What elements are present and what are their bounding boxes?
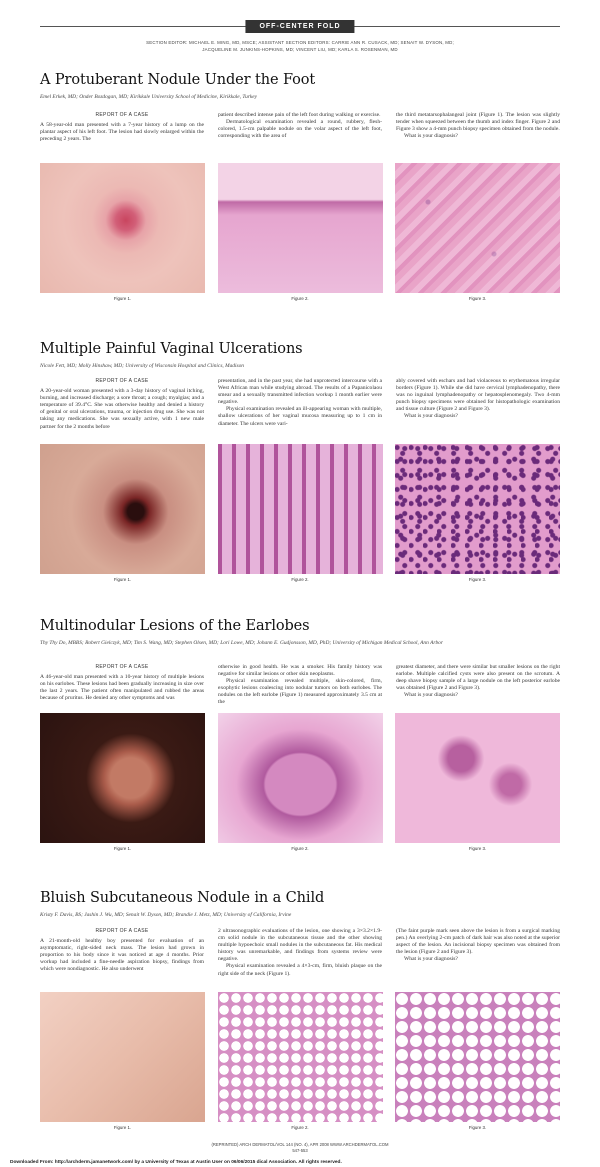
article-1-text	[40, 112, 560, 143]
figure-caption: Figure 2.	[291, 296, 309, 301]
article-title: A Protuberant Nodule Under the Foot	[40, 72, 316, 88]
paragraph: (The faint purple mark seen above the lesion is from a surgical marking pen.) An overlying 2-cm patch of dark hair was also noted at the superior aspect of the lesion. An incisional biopsy specimen was obtained from the lesion (Figure 2 and Figure 3).	[396, 928, 560, 956]
paragraph: A 20-year-old woman presented with a 3-day history of vaginal itching, burning, and increased discharge; a sore throat; a cough; myalgias; and a temperature of 39.4°C. She was otherwise healthy and denied a history of genital or oral ulcerations, trauma, or injection drug use. She was not taking any medications. She was sexually active, with 1 new male partner for the 2 months before	[40, 388, 204, 430]
article-1	[40, 72, 560, 101]
section-banner	[40, 20, 560, 34]
clinical-photo	[40, 713, 205, 843]
paragraph: otherwise in good health. He was a smoker. His family history was negative for similar lesions or other skin neoplasms.	[218, 664, 382, 678]
figure-2	[218, 992, 383, 1130]
paragraph: What is your diagnosis?	[404, 956, 458, 963]
text-column-2	[218, 378, 382, 431]
paragraph: ably covered with eschars and had violaceous to erythematous irregular borders (Figure 1). While she did have cervical lymphadenopathy, there was no inguinal lymphadenopathy or hepatosplenomegaly. Two 4-mm punch biopsy specimens were obtained for histopathologic examination and tissue culture (Figure 2 and Figure 3).	[396, 378, 560, 413]
histology-image	[218, 444, 383, 574]
text-column-3	[396, 112, 560, 143]
text-column-3	[396, 378, 560, 431]
histology-image	[218, 163, 383, 293]
article-title: Multinodular Lesions of the Earlobes	[40, 618, 310, 634]
footer-citation: (REPRINTED) ARCH DERMATOL/VOL 144 (NO. 4), APR 2008 WWW.ARCHDERMATOL.COM	[211, 1142, 389, 1147]
text-column-1	[40, 664, 204, 707]
figure-caption: Figure 2.	[291, 577, 309, 582]
clinical-photo	[40, 992, 205, 1122]
paragraph: Dermatological examination revealed a round, rubbery, flesh-colored, 1.5-cm palpable nodule on the volar aspect of the left foot, corresponding with the area of	[218, 119, 382, 140]
article-4-text	[40, 928, 560, 978]
figure-2	[218, 444, 383, 582]
paragraph: Physical examination revealed multiple, skin-colored, firm, exophytic lesions coalescing into nodular tumors on both earlobes. The nodules on the left earlobe (Figure 1) measured approximately 3.5 cm at the	[218, 678, 382, 706]
histology-image	[395, 713, 560, 843]
paragraph: Physical examination revealed an ill-appearing woman with multiple, shallow ulcerations of her vaginal mucosa measuring up to 1 cm in diameter. The ulcers were vari-	[218, 406, 382, 427]
paragraph: the third metatarsophalangeal joint (Figure 1). The lesion was slightly tender when squeezed between the thumb and index finger. Figure 2 and Figure 3 show a 4-mm punch biopsy specimen obtained from the nodule.	[396, 112, 560, 133]
figure-caption: Figure 2.	[291, 846, 309, 851]
editors-line-2: JACQUELINE M. JUNKINS-HOPKINS, MD; VINCENT LIU, MD; KARLA S. ROSENMAN, MD	[202, 46, 398, 52]
article-3-figures	[40, 713, 560, 851]
histology-image	[395, 163, 560, 293]
article-title: Bluish Subcutaneous Nodule in a Child	[40, 890, 325, 906]
histology-image	[395, 444, 560, 574]
article-title: Multiple Painful Vaginal Ulcerations	[40, 341, 303, 357]
report-heading: REPORT OF A CASE	[95, 112, 149, 118]
journal-page	[40, 0, 560, 1167]
figure-caption: Figure 1.	[113, 296, 132, 301]
text-column-3	[396, 664, 560, 707]
figure-3	[395, 713, 560, 851]
text-column-3	[396, 928, 560, 978]
figure-caption: Figure 3.	[468, 1125, 487, 1130]
editors-line-1: SECTION EDITOR: MICHAEL E. MING, MD, MSCE; ASSISTANT SECTION EDITORS: CARRIE ANN R. CUSACK, MD; SENAIT W. DYSON, MD;	[146, 40, 454, 45]
paragraph: greatest diameter, and there were similar but smaller lesions on the right earlobe. Multiple calcified cysts were also present on the scrotum. A deep shave biopsy sample of a large nodule on the left posterior earlobe was obtained (Figure 2 and Figure 3).	[396, 664, 560, 692]
report-heading: REPORT OF A CASE	[95, 664, 149, 670]
article-2-figures	[40, 444, 560, 582]
figure-caption: Figure 3.	[468, 577, 487, 582]
article-1-figures	[40, 163, 560, 301]
article-2-text	[40, 378, 560, 431]
figure-caption: Figure 1.	[113, 846, 132, 851]
download-notice: Downloaded From: http://archderm.jamanetwork.com/ by a University of Texas at Austin User on 06/06/2015 dical Association. All rights reserved.	[10, 1160, 342, 1165]
figure-1	[40, 713, 205, 851]
figure-3	[395, 992, 560, 1130]
journal-footer	[40, 1142, 560, 1153]
footer-pages: 547-553	[292, 1147, 308, 1153]
report-heading: REPORT OF A CASE	[95, 378, 149, 384]
histology-image	[395, 992, 560, 1122]
paragraph: A 21-month-old healthy boy presented for evaluation of an asymptomatic, right-sided neck mass. The lesion had grown in proportion to his body since it was noticed at age 4 months. Prior workup had included a fine-needle aspiration biopsy, findings from which were nondiagnostic. He also underwent	[40, 938, 204, 973]
text-column-1	[40, 378, 204, 431]
article-4	[40, 890, 560, 919]
figure-2	[218, 163, 383, 301]
clinical-photo	[40, 163, 205, 293]
figure-3	[395, 163, 560, 301]
article-authors: Emel Erkek, MD; Onder Bozdogan, MD; Kirikkale University School of Medicine, Kirikkale, Turkey	[40, 94, 258, 100]
paragraph: Physical examination revealed a 4×3-cm, firm, bluish plaque on the right side of the neck (Figure 1).	[218, 963, 382, 977]
figure-caption: Figure 3.	[468, 296, 487, 301]
figure-2	[218, 713, 383, 851]
figure-caption: Figure 1.	[113, 1125, 132, 1130]
report-heading: REPORT OF A CASE	[95, 928, 149, 934]
histology-image	[218, 992, 383, 1122]
paragraph: What is your diagnosis?	[404, 133, 458, 140]
histology-image	[218, 713, 383, 843]
paragraph: A 46-year-old man presented with a 10-year history of multiple lesions on his earlobes. These lesions had been gradually increasing in size over the last 2 years. The patient often manipulated and rubbed the areas because of pruritus. He denied any other symptoms and was	[40, 674, 204, 702]
paragraph: patient described intense pain of the left foot during walking or exercise.	[218, 112, 381, 118]
paragraph: presentation, and in the past year, she had unprotected intercourse with a West African man while studying abroad. The results of a Papanicolaou smear and a sexually transmitted infection workup 1 month earlier were negative.	[218, 378, 382, 406]
article-3	[40, 618, 560, 647]
article-authors: Kristy F. Davis, BS; Jashin J. Wu, MD; Senait W. Dyson, MD; Brandie J. Metz, MD; University of California, Irvine	[40, 912, 292, 918]
figure-caption: Figure 1.	[113, 577, 132, 582]
article-authors: Thy Thy Do, MBBS; Robert Gielczyk, MD; Tim S. Wang, MD; Stephen Olsen, MD; Lori Lowe, MD; Johann E. Gudjonsson, MD, PhD; University of Michigan Medical School, Ann Arbor	[40, 640, 443, 646]
article-3-text	[40, 664, 560, 707]
section-editors	[40, 40, 560, 53]
figure-3	[395, 444, 560, 582]
article-4-figures	[40, 992, 560, 1130]
paragraph: What is your diagnosis?	[404, 692, 458, 699]
text-column-1	[40, 928, 204, 978]
section-banner-label: OFF-CENTER FOLD	[245, 20, 354, 33]
paragraph: A 58-year-old man presented with a 7-year history of a lump on the plantar aspect of his left foot. The lesion had slowly enlarged within the preceding 2 years. The	[40, 122, 204, 143]
figure-1	[40, 992, 205, 1130]
paragraph: 2 ultrasonographic evaluations of the lesion, one showing a 3×3.2×1.9-cm solid nodule in the subcutaneous tissue and the other showing multiple hypoechoic small nodules in the subcutaneous fat. His medical history was unremarkable, and findings from systems review were negative.	[218, 928, 382, 963]
figure-caption: Figure 2.	[291, 1125, 309, 1130]
text-column-1	[40, 112, 204, 143]
figure-caption: Figure 3.	[468, 846, 487, 851]
figure-1	[40, 163, 205, 301]
paragraph: What is your diagnosis?	[404, 413, 458, 420]
text-column-2	[218, 112, 382, 143]
article-authors: Nicole Fett, MD; Molly Hinshaw, MD; University of Wisconsin Hospital and Clinics, Madison	[40, 363, 244, 369]
article-2	[40, 341, 560, 370]
clinical-photo	[40, 444, 205, 574]
figure-1	[40, 444, 205, 582]
text-column-2	[218, 928, 382, 978]
text-column-2	[218, 664, 382, 707]
